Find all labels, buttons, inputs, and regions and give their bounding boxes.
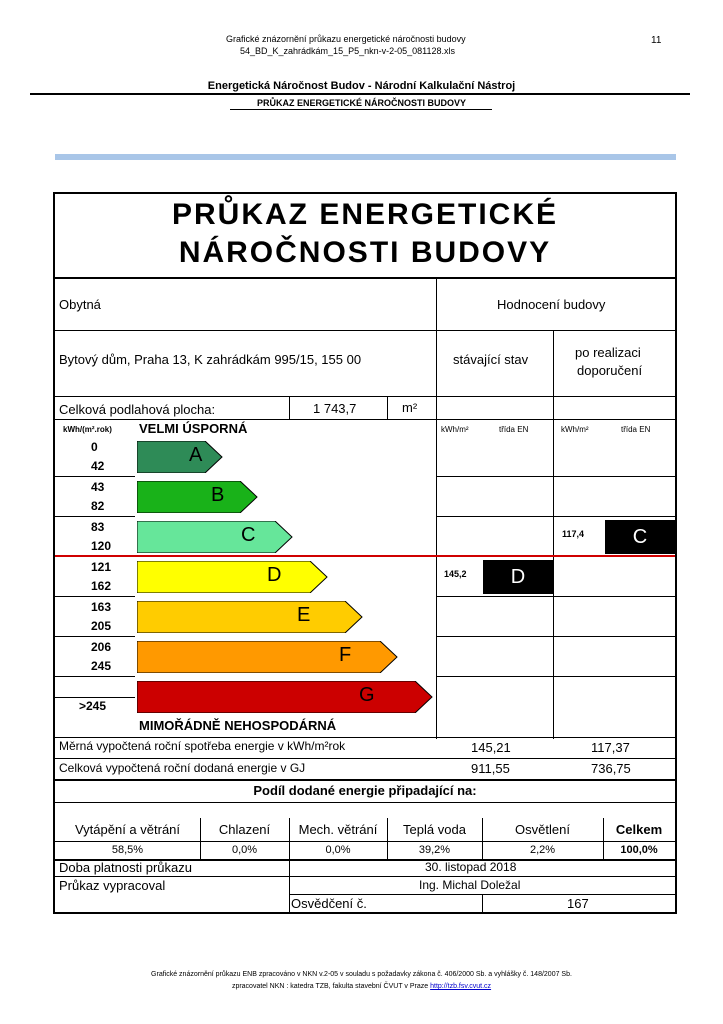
threshold-line	[55, 555, 675, 557]
band-letter: E	[297, 604, 311, 626]
band-high: 82	[91, 499, 105, 513]
band-arrow-c	[137, 521, 293, 553]
share-value: 58,5%	[111, 844, 144, 856]
col-kwh-current: kWh/m²	[441, 425, 469, 434]
floor-area-value: 1 743,7	[313, 401, 357, 416]
current-state-label: stávající stav	[453, 352, 529, 367]
row-rule	[55, 419, 675, 420]
band-arrow-b	[137, 481, 258, 513]
band-arrow-e	[137, 601, 363, 633]
col-rule	[289, 860, 290, 912]
document-title: Energetická Náročnost Budov - Národní Kalkulační Nástroj	[207, 80, 516, 92]
footer-credit: zpracovatel NKN : katedra TZB, fakulta stavební ČVUT v Praze	[231, 983, 429, 990]
share-label: Vytápění a větrání	[74, 822, 181, 837]
col-class-after: třída EN	[621, 425, 651, 434]
row-rule	[55, 758, 675, 759]
col-rule	[482, 818, 483, 860]
specific-after: 117,37	[591, 740, 630, 755]
total-label: Celková vypočtená roční dodaná energie v GJ	[59, 761, 306, 775]
band-letter: B	[211, 484, 225, 506]
share-label: Mech. větrání	[298, 822, 378, 837]
header-line-2: 54_BD_K_zahrádkám_15_P5_nkn-v-2-05_081128.xls	[240, 46, 455, 56]
band-arrow-d	[137, 561, 328, 593]
row-rule	[55, 737, 675, 738]
band-letter: A	[189, 444, 203, 466]
col-rule	[603, 818, 604, 860]
after-label-2: doporučení	[577, 363, 643, 378]
band-arrow-f	[137, 641, 398, 673]
total-current: 911,55	[471, 761, 510, 776]
top-label: VELMI ÚSPORNÁ	[139, 421, 248, 436]
col-rule	[387, 396, 388, 420]
specific-current: 145,21	[471, 740, 511, 755]
floor-area-unit: m²	[402, 400, 418, 415]
band-separator	[55, 676, 135, 677]
band-letter: G	[359, 684, 375, 706]
col-rule	[289, 396, 290, 420]
validity-value: 30. listopad 2018	[425, 860, 517, 874]
band-separator	[55, 516, 135, 517]
band-separator	[436, 476, 675, 477]
band-low: 206	[91, 640, 112, 654]
validity-label: Doba platnosti průkazu	[59, 860, 192, 875]
band-high: 245	[91, 659, 112, 673]
current-rating-class: D	[483, 560, 553, 594]
author-value: Ing. Michal Doležal	[419, 878, 521, 892]
share-value: 0,0%	[325, 844, 351, 856]
author-label: Průkaz vypracoval	[59, 878, 166, 893]
band-high: 120	[91, 539, 112, 553]
footer-line-2	[0, 983, 723, 990]
col-rule	[436, 277, 437, 739]
band-low: 0	[91, 440, 98, 454]
share-label: Chlazení	[218, 822, 271, 837]
row-rule	[55, 330, 675, 331]
band-letter: F	[339, 644, 352, 666]
document-subtitle: PRŮKAZ ENERGETICKÉ NÁROČNOSTI BUDOVY	[256, 98, 466, 108]
share-value: 39,2%	[418, 844, 451, 856]
specific-label: Měrná vypočtená roční spotřeba energie v kWh/m²rok	[59, 739, 346, 753]
band-arrow-g	[137, 681, 433, 713]
certificate-label: Osvědčení č.	[291, 896, 367, 911]
band-separator	[436, 516, 675, 517]
card-title-line-1: PRŮKAZ ENERGETICKÉ	[171, 198, 559, 231]
unit-label: kWh/(m².rok)	[63, 425, 112, 434]
col-rule	[553, 331, 554, 739]
band-high: 42	[91, 459, 105, 473]
energy-certificate	[53, 192, 677, 914]
share-title: Podíl dodané energie připadající na:	[253, 783, 477, 798]
header-rule	[30, 93, 690, 95]
card-title-line-2: NÁROČNOSTI BUDOVY	[178, 236, 552, 269]
band-separator	[55, 476, 135, 477]
bottom-label: MIMOŘÁDNĚ NEHOSPODÁRNÁ	[139, 718, 337, 733]
col-rule	[200, 818, 201, 860]
header-line-1: Grafické znázornění průkazu energetické náročnosti budovy	[226, 34, 466, 44]
band-separator	[436, 676, 675, 677]
band-arrow-a	[137, 441, 223, 473]
band-separator	[55, 596, 135, 597]
after-rating-class: C	[605, 520, 675, 554]
col-rule	[289, 818, 290, 860]
share-value: 0,0%	[231, 844, 258, 856]
row-rule	[55, 876, 289, 877]
band-low: 121	[91, 560, 112, 574]
building-type: Obytná	[59, 297, 101, 312]
floor-area-label: Celková podlahová plocha:	[59, 402, 216, 417]
band-high: 205	[91, 619, 112, 633]
after-rating-value: 117,4	[562, 529, 585, 539]
share-label: Teplá voda	[403, 822, 466, 837]
footer-line-1: Grafické znázornění průkazu ENB zpracováno v NKN v.2-05 v souladu s požadavky zákona č. 406/2000 Sb. a vyhlášky č. 148/2007 Sb.	[151, 971, 572, 978]
row-rule	[289, 876, 675, 877]
band-low: 163	[91, 600, 112, 614]
col-rule	[482, 894, 483, 912]
row-rule	[55, 779, 675, 781]
page-number: 11	[651, 35, 662, 46]
band-separator	[55, 636, 135, 637]
total-after: 736,75	[591, 761, 631, 776]
blue-divider	[55, 154, 676, 160]
band-low: 43	[91, 480, 105, 494]
band-letter: D	[267, 564, 282, 586]
share-label: Osvětlení	[515, 822, 570, 837]
row-rule	[55, 841, 675, 842]
col-rule	[387, 818, 388, 860]
band-separator	[55, 697, 135, 698]
row-rule	[55, 802, 675, 803]
row-rule	[55, 396, 675, 397]
share-value: 100,0%	[620, 844, 658, 856]
band-letter: C	[241, 524, 256, 546]
rating-header: Hodnocení budovy	[497, 297, 606, 312]
after-label-1: po realizaci	[575, 345, 641, 360]
col-class-current: třída EN	[499, 425, 529, 434]
band-separator	[436, 596, 675, 597]
band-high: >245	[79, 699, 107, 713]
footer-link[interactable]: http://tzb.fsv.cvut.cz	[430, 983, 492, 990]
share-value: 2,2%	[529, 844, 556, 856]
band-low: 83	[91, 520, 105, 534]
title-rule	[55, 277, 675, 279]
certificate-value: 167	[567, 896, 589, 911]
share-label: Celkem	[615, 822, 663, 837]
band-separator	[436, 636, 675, 637]
subtitle-rule	[230, 109, 492, 110]
building-address: Bytový dům, Praha 13, K zahrádkám 995/15, 155 00	[59, 352, 362, 367]
col-kwh-after: kWh/m²	[561, 425, 589, 434]
current-rating-value: 145,2	[444, 569, 467, 579]
band-high: 162	[91, 579, 112, 593]
